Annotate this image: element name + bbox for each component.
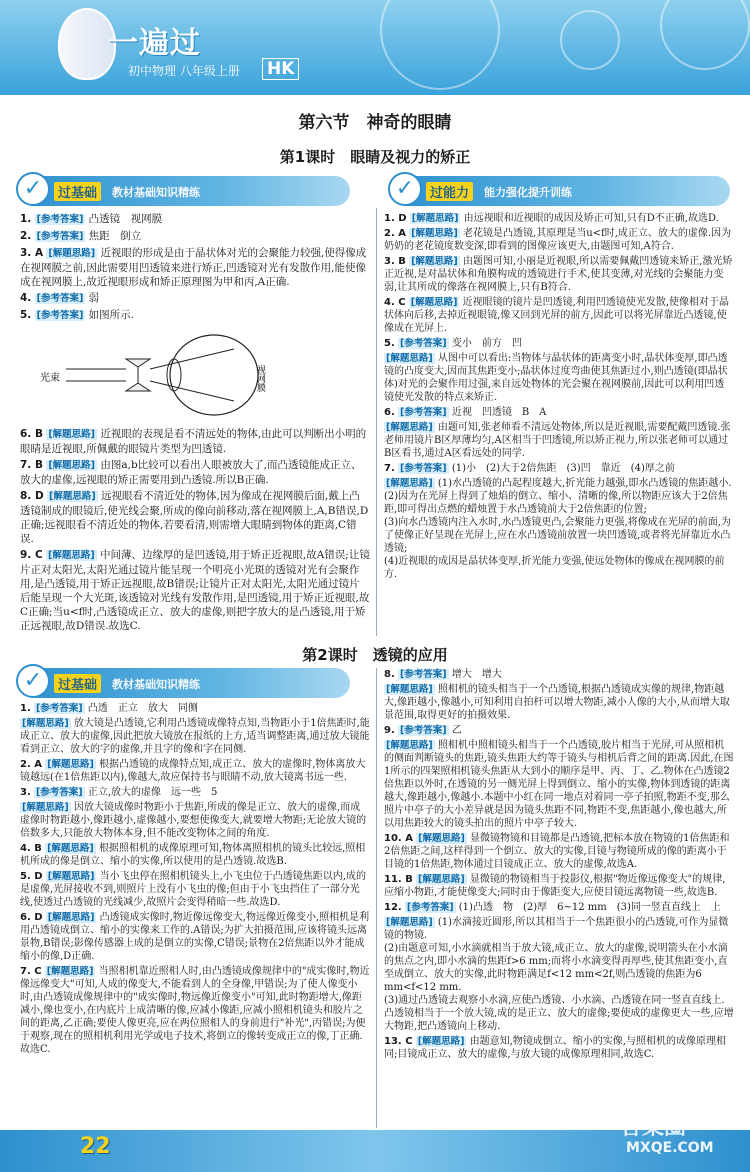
decor-circle <box>560 10 620 70</box>
lesson1-left-column <box>20 212 370 635</box>
crystalline-lens-shape <box>167 359 181 391</box>
answer-item: 13. C [解题思路] 由题意知,物镜成倒立、缩小的实像,与照相机的成像原理相同;目镜成正立、放大的虚像,与放大镜的成像原理相同,故选C. <box>384 1036 726 1060</box>
page-number: 22 <box>80 1134 111 1159</box>
answer-item: 1. D [解题思路] 由远视眼和近视眼的成因及矫正可知,只有D不正确,故选D. <box>384 213 719 224</box>
answer-item: 7. C [解题思路] 当照相机靠近照相人时,由凸透镜成像规律中的"成实像时,物近像远像变大"可知,人成的像变大,不能看到人的全身像,甲错误;为了使人像变小时,由凸透镜成像规律中的"成实像时,物远像近像变小"可知,此时物距增大,像距减小,像也变小,在内底片上成清晰的像,应减小像距,应减小照相机镜头和胶片之间的距离,乙正确;要使人像更亮,应在两位照相人的身前进行"补光",丙错误;为便于观察,现在的照相机利用光学或电子技术,将倒立的像转变成正立的像,丁正确.故选C. <box>20 966 370 1055</box>
answer-item: [解题思路] 照相机的镜头相当于一个凸透镜,根据凸透镜成实像的规律,物距越大,像距越小,像越小,可知利用自拍杆可以增大物距,减小人像的大小,从而增大取景范围,取得更好的拍摄效果. <box>384 684 730 721</box>
decor-circle <box>380 0 500 90</box>
lesson1-right-column <box>384 212 734 583</box>
answer-item: 10. A [解题思路] 显微镜物镜和目镜都是凸透镜,把标本放在物镜的1倍焦距和2倍焦距之间,这样得到一个倒立、放大的实像,目镜与物镜所成的像的距离小于目镜的1倍焦距,物体通过目镜成正立、放大的虚像,故选A. <box>384 833 730 870</box>
book-subtitle: 初中物理 八年级上册 <box>128 64 240 78</box>
banner-tag: 过基础 <box>54 182 101 201</box>
answer-item: 12. [参考答案] (1)凸透 物 (2)厚 6~12 mm (3)同一竖直直线上 上 <box>384 902 721 913</box>
lesson2-left-column <box>20 702 370 1058</box>
eyeball-shape <box>170 335 258 415</box>
answer-item: [解题思路] 从图中可以看出:当物体与晶状体的距离变小时,晶状体变厚,即凸透镜的凸度变大,因而其焦距变小;晶状体过度弯曲使其焦距过小,则凸透镜(即晶状体)对光的会聚作用过强,来自远处物体的光会聚在视网膜前,因此可以利用凹透镜使光发散的特点来矫正. <box>384 353 728 403</box>
answer-item: [解题思路] 照相机中照相镜头相当于一个凸透镜,胶片相当于光屏,可从照相机的侧面判断镜头的焦距,镜头焦距大约等于镜头与相机后背之间的距离.因此,在图1所示的四架照相机镜头焦距从大到小的顺序是甲、丙、丁、乙.物体在凸透镜2倍焦距以外时,在透镜的另一侧光屏上得到倒立、缩小的实像,物体到透镜的距离越大,像距越小,像越小.本题中小红在同一地点对着同一亭子拍照,物距不变,那么照片中亭子的大小差异就是因为镜头焦距不同,物距不变,焦距越小,像也越大,所以用焦距较大的镜头拍出的照片中亭子较大. <box>384 740 734 829</box>
retina-label: 视网膜 <box>255 365 265 392</box>
check-icon: ✓ <box>16 172 50 206</box>
watermark-url: MXQE.COM <box>626 1140 714 1156</box>
answer-item: 2. A [解题思路] 根据凸透镜的成像特点知,成正立、放大的虚像时,物体离放大镜越远(在1倍焦距以内),像越大,故应保持书与眼睛不动,放大镜离书远一些. <box>20 759 366 783</box>
answer-item: 5. D [解题思路] 当小飞虫停在照相机镜头上,小飞虫位于凸透镜焦距以内,成的是虚像,光屏接收不到,则照片上没有小飞虫的像;但由于小飞虫挡住了一部分光线,使透过凸透镜的光线减少,故照片会变得稍暗一些.故选D. <box>20 871 366 908</box>
answer-item: 3. [参考答案] 正立,放大的虚像 远一些 5 <box>20 787 218 798</box>
eye-lens-diagram <box>34 329 284 421</box>
section-title: 第六节 神奇的眼睛 <box>298 113 452 133</box>
brand-title: 一遍过 <box>108 26 201 61</box>
banner-ability <box>392 176 730 206</box>
banner-subtitle: 能力强化提升训练 <box>484 186 572 199</box>
answer-item: [解题思路] (1)水凸透镜的凸起程度越大,折光能力越强,即水凸透镜的焦距越小. (2)因为在光屏上得到了烛焰的倒立、缩小、清晰的像,所以物距应该大于2倍焦距,即可得出点燃的蜡烛置于水凸透镜前大于2倍焦距的位置; (3)向水凸透镜内注入水时,水凸透镜更凸,会聚能力更强,将像成在光屏的前面,为了使像正好呈现在光屏上,应在水凸透镜前放置一块凹透镜,或者将光屏靠近水凸透镜; (4)近视眼的成因是晶状体变厚,折光能力变强,使远处物体的像成在视网膜的前方. <box>384 478 732 580</box>
banner-tag: 过基础 <box>54 674 101 693</box>
answer-item: 7. B [解题思路] 由图a,b比较可以看出人眼被放大了,而凸透镜能成正立、放大的虚像,远视眼的矫正需要用到凸透镜.所以B正确. <box>20 459 362 486</box>
answer-item: 7. [参考答案] (1)小 (2)大于2倍焦距 (3)凹 靠近 (4)厚之前 <box>384 463 675 474</box>
check-icon: ✓ <box>16 664 50 698</box>
answer-item: 4. B [解题思路] 根据照相机的成像原理可知,物体离照相机的镜头比较远,照相机所成的像是倒立、缩小的实像,所以使用的是凸透镜.故选B. <box>20 843 366 867</box>
answer-item: 5. [参考答案] 变小 前方 凹 <box>384 338 522 349</box>
banner-basic-2 <box>20 668 350 698</box>
check-icon: ✓ <box>388 172 422 206</box>
page-header <box>0 0 750 95</box>
answer-item: 11. B [解题思路] 显微镜的物镜相当于投影仪,根据"物近像远像变大"的规律,应缩小物距,才能使像变大;同时由于像距变大,应使目镜远离物镜一些,故选B. <box>384 874 726 898</box>
answer-item: 6. [参考答案] 近视 凹透镜 B A <box>384 407 547 418</box>
decor-circle <box>660 0 750 70</box>
answer-item: [解题思路] 放大镜是凸透镜,它利用凸透镜成像特点知,当物距小于1倍焦距时,能成正立、放大的虚像,因此把放大镜放在报纸的上方,适当调整距离,通过放大镜能看到正立、放大的字的虚像,并且字的像和字在同侧. <box>20 718 370 755</box>
edition-badge: HK <box>262 58 299 80</box>
answer-item: 8. D [解题思路] 远视眼看不清近处的物体,因为像成在视网膜后面,戴上凸透镜制成的眼镜后,使光线会聚,所成的像向前移动,落在视网膜上,A,B错误,D正确;远视眼看不清近处的物体,若要看清,则需增大眼睛到物体的距离,C错误. <box>20 490 369 545</box>
lesson-title-1: 第1课时 眼睛及视力的矫正 <box>279 148 471 166</box>
banner-subtitle: 教材基础知识精练 <box>112 678 200 691</box>
answer-item: 6. D [解题思路] 凸透镜成实像时,物近像远像变大,物远像近像变小,照相机是利用凸透镜成倒立、缩小的实像来工作的.A错误;为扩大拍摄范围,应该将镜头远离景物,B错误;影像传感器上成的是倒立的实像,C错误;景物在2倍焦距以外才能成缩小的像,D正确. <box>20 912 370 962</box>
answer-item: 3. A [解题思路] 近视眼的形成是由于晶状体对光的会聚能力较强,使得像成在视网膜之前,因此需要用凹透镜来进行矫正,凹透镜对光有发散作用,能使像成在视网膜上,故近视眼形成和矫正原理图为甲和丙,A正确. <box>20 247 367 288</box>
column-divider <box>376 208 377 636</box>
answer-item: 3. B [解题思路] 由题图可知,小丽是近视眼,所以需要佩戴凹透镜来矫正,激光矫正近视,是对晶状体和角膜构成的透镜进行手术,使其变薄,对光线的会聚能力变弱,让其所成的像落在视网膜上,只有B符合. <box>384 256 733 293</box>
answer-item: 4. [参考答案] 弱 <box>20 292 100 304</box>
answer-item: [解题思路] 由题可知,张老师看不清远处物体,所以是近视眼,需要配戴凹透镜.张老师用镜片B区厚薄均匀,A区相当于凹透镜,所以矫正视力,所以张老师可以通过B区看书,通过A区看远处的同学. <box>384 422 731 459</box>
banner-tag: 过能力 <box>426 182 473 201</box>
light-beam-label: 光束 <box>40 373 60 384</box>
watermark-title: 答案圈 <box>620 1115 687 1140</box>
lesson-title-2: 第2课时 透镜的应用 <box>302 646 448 664</box>
column-divider <box>376 668 377 1128</box>
lesson2-right-column <box>384 668 734 1063</box>
answer-item: 5. [参考答案] 如图所示. <box>20 309 135 321</box>
answer-item: 6. B [解题思路] 近视眼的表现是看不清远处的物体,由此可以判断出小明的眼睛是近视眼,所佩戴的眼镜片类型为凹透镜. <box>20 428 367 455</box>
answer-item: 2. [参考答案] 焦距 倒立 <box>20 230 142 242</box>
answer-item: 2. A [解题思路] 老花镜是凸透镜,其原理是当u<f时,成正立、放大的虚像.因为奶奶的老花镜度数变深,即看到的图像应该更大,由题图可知,A符合. <box>384 228 732 252</box>
banner-basic-1 <box>20 176 350 206</box>
banner-subtitle: 教材基础知识精练 <box>112 186 200 199</box>
answer-item: 9. C [解题思路] 中间薄、边缘厚的是凹透镜,用于矫正近视眼,故A错误;让镜片正对太阳光,太阳光通过镜片能呈现一个明亮小光斑的透镜对光有会聚作用,是凸透镜,用于矫正远视眼,故B错误;让镜片正对太阳光,太阳光通过镜片后能呈现一个大光斑,该透镜对光线有发散作用,是凹透镜,用于矫正近视眼,故C正确;当u<f时,凸透镜成正立、放大的虚像,则把字放大的是凸透镜,用于矫正远视眼,故D错误.故选C. <box>20 549 370 632</box>
answer-item: 8. [参考答案] 增大 增大 <box>384 669 502 680</box>
answer-item: 4. C [解题思路] 近视眼镜的镜片是凹透镜,利用凹透镜使光发散,使像相对于晶状体向后移,去掉近视眼镜,像又回到光屏的前方,因此可以将光屏靠近凸透镜,使像成在光屏上. <box>384 297 729 334</box>
concave-lens-shape <box>126 359 150 391</box>
answer-item: 9. [参考答案] 乙 <box>384 725 462 736</box>
answer-item: [解题思路] (1)水滴接近圆形,所以其相当于一个焦距很小的凸透镜,可作为显微镜的物镜. (2)由题意可知,小水滴就相当于放大镜,成正立、放大的虚像,说明箭头在小水滴的焦点之内,即小水滴的焦距f>6 mm;而将小水滴变得再厚些,使其焦距变小,直至成倒立、放大的实像,此时物距满足f<12 mm<2f,则凸透镜的焦距为6 mm<f<12 mm. (3)通过凸透镜去观察小水滴,应使凸透镜、小水滴、凸透镜在同一竖直直线上.凸透镜相当于一个放大镜,成的是正立、放大的虚像;要使成的虚像更大一些,应增大物距,把凸透镜向上移动. <box>384 917 734 1032</box>
answer-item: [解题思路] 因放大镜成像时物距小于焦距,所成的像是正立、放大的虚像,而成虚像时物距越小,像距越小,虚像越小,要想使像变大,就要增大物距;无论放大镜的倍数多大,只能放大物体本身,但不能改变物体之间的角度. <box>20 802 367 839</box>
answer-item: 1. [参考答案] 凸透 正立 放大 同侧 <box>20 703 198 714</box>
answer-item: 1. [参考答案] 凸透镜 视网膜 <box>20 213 163 225</box>
